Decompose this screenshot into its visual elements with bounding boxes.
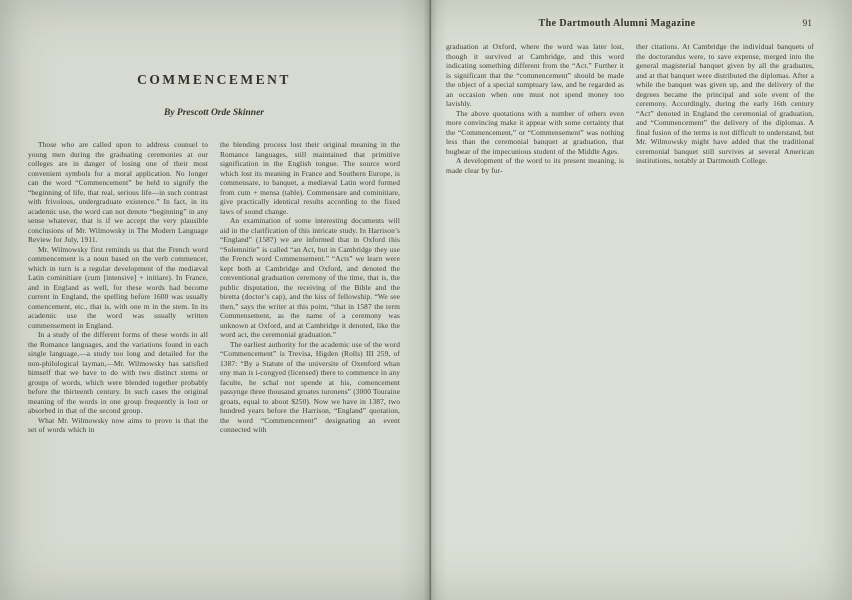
right-page (446, 18, 814, 175)
left-page-column-2 (220, 140, 400, 435)
paragraph: The earliest authority for the academic use of the word “Commencement” is Trevisa, Higden (Rolls) III 259, of 1387: “By a Statute of the universite of Oxenford whan eny man is i-congyed (licensed) there to commence in any faculte, he schal not spende at his, comencement passynge three thousand groates turonens” (3000 Touraine groats, equal to about $250). Now we have in 1387, two hundred years before the Harrison, “England” quotation, the word “Commencement” designating an event connected with (220, 339, 400, 434)
page-number: 91 (802, 19, 812, 29)
article-byline: By Prescott Orde Skinner (163, 108, 264, 118)
left-page-columns (28, 140, 400, 435)
paragraph: the blending process lost their original meaning in the Romance languages, still maintained that primitive signification in the English tongue. The source word which lost its meaning in France and Southern Europe, is commensare, to banquet, a mediæval Latin word formed from cum + mensa (table). Commensare and cominitiare, give practically identical results according to the fixed laws of sound change. (220, 140, 400, 216)
page-fold (423, 0, 437, 600)
paragraph: Those who are called upon to address counsel to young men during the graduating ceremonies at our colleges are in danger of losing one of their most convenient symbols for a moral application. No longer can the word “Commencement” be held to signify the “beginning of life, that real, serious life—in such contrast with frivolous, undergraduate existence.” In fact, in its academic use, the word can not denote “beginning” in any sense whatever, that is if we accept the very plausible conclusions of Mr. Wilmowsky in The Modern Language Review for July, 1911. (28, 140, 208, 244)
paragraph: A development of the word to its present meaning, is made clear by fur- (446, 156, 624, 175)
right-page-column-2 (636, 42, 814, 175)
left-page (28, 72, 400, 435)
paragraph: In a study of the different forms of these words in all the Romance languages, and the variations found in each single language,—a study too long and detailed for the non-philological layman,—Mr. Wilmowsky has satisfied himself that we have to do with two distinct stems or groups of words, which were blended together probably before the thirteenth century. In such cases the original meaning of the words in one group frequently is lost or absorbed in that of the second group. (28, 330, 208, 415)
left-page-column-1 (28, 140, 208, 435)
page-header (446, 18, 814, 32)
paragraph: Mr. Wilmowsky first reminds us that the French word commencement is a noun based on the verb commencer, which in turn is a regular development of the mediæval Latin cominitiare (cum [intensive] + initiare). In France, and in England as well, for these words had become current in England, the spelling before 1600 was usually comencement, etc., that is, with one m in the stem. In its academic use the word was usually written commensement in England. (28, 244, 208, 330)
right-page-column-1 (446, 42, 624, 175)
paragraph: ther citations. At Cambridge the individual banquets of the doctorandus were, to save expense, merged into the general magisterial banquet given by all the graduates, and at that banquet were distributed the diplomas. After a while the banquet was given up, and the delivery of the degrees became the principal and sole event of the ceremony. Accordingly, during the early 16th century “Act” denoted in England the ceremonial of graduation, and “Commencement” the delivery of the diplomas. A final fusion of the terms is not difficult to understand, but Mr. Wilmowsky might have added that the traditional ceremonial banquet still survives at several American institutions, notably at Dartmouth College. (636, 42, 814, 165)
magazine-title: The Dartmouth Alumni Magazine (538, 18, 696, 29)
paragraph: The above quotations with a number of others even more convincing make it appear with some certainty that the “Commencement,” or “Commensement” was nothing less than the ceremonial banquet at graduation, that bugbear of the impecunious student of the Middle Ages. (446, 108, 624, 156)
article-title: COMMENCEMENT (137, 72, 291, 87)
paragraph: What Mr. Wilmowsky now aims to prove is that the set of words which in (28, 415, 208, 434)
paragraph: graduation at Oxford, where the word was later lost, though it survived at Cambridge, and this word indicating something different from the “Act.” Further it is significant that the “commencement” should be made the object of a special sumptuary law, and be regarded as an occasion when one must not spend money too lavishly. (446, 42, 624, 108)
paragraph: An examination of some interesting documents will aid in the clarification of this intricate study. In Harrison’s “England” (1587) we are informed that in Oxford this “Solemnitie” is called “an Act, but in Cambridge they use the French word Commensement.” “Acts” we learn were kept both at Cambridge and Oxford, and denoted the conventional graduation ceremony of the time, that is, the public disputation, the receiving of the Bible and the biretta (doctor’s cap), and the kiss of fellowship. “We see then,” says the writer at this point, “that in 1587 the term Commensement, as the name of a ceremony was unknown at Oxford, and at Cambridge it denoted, like the word act, the ceremonial graduation.” (220, 216, 400, 339)
right-page-columns (446, 42, 814, 175)
